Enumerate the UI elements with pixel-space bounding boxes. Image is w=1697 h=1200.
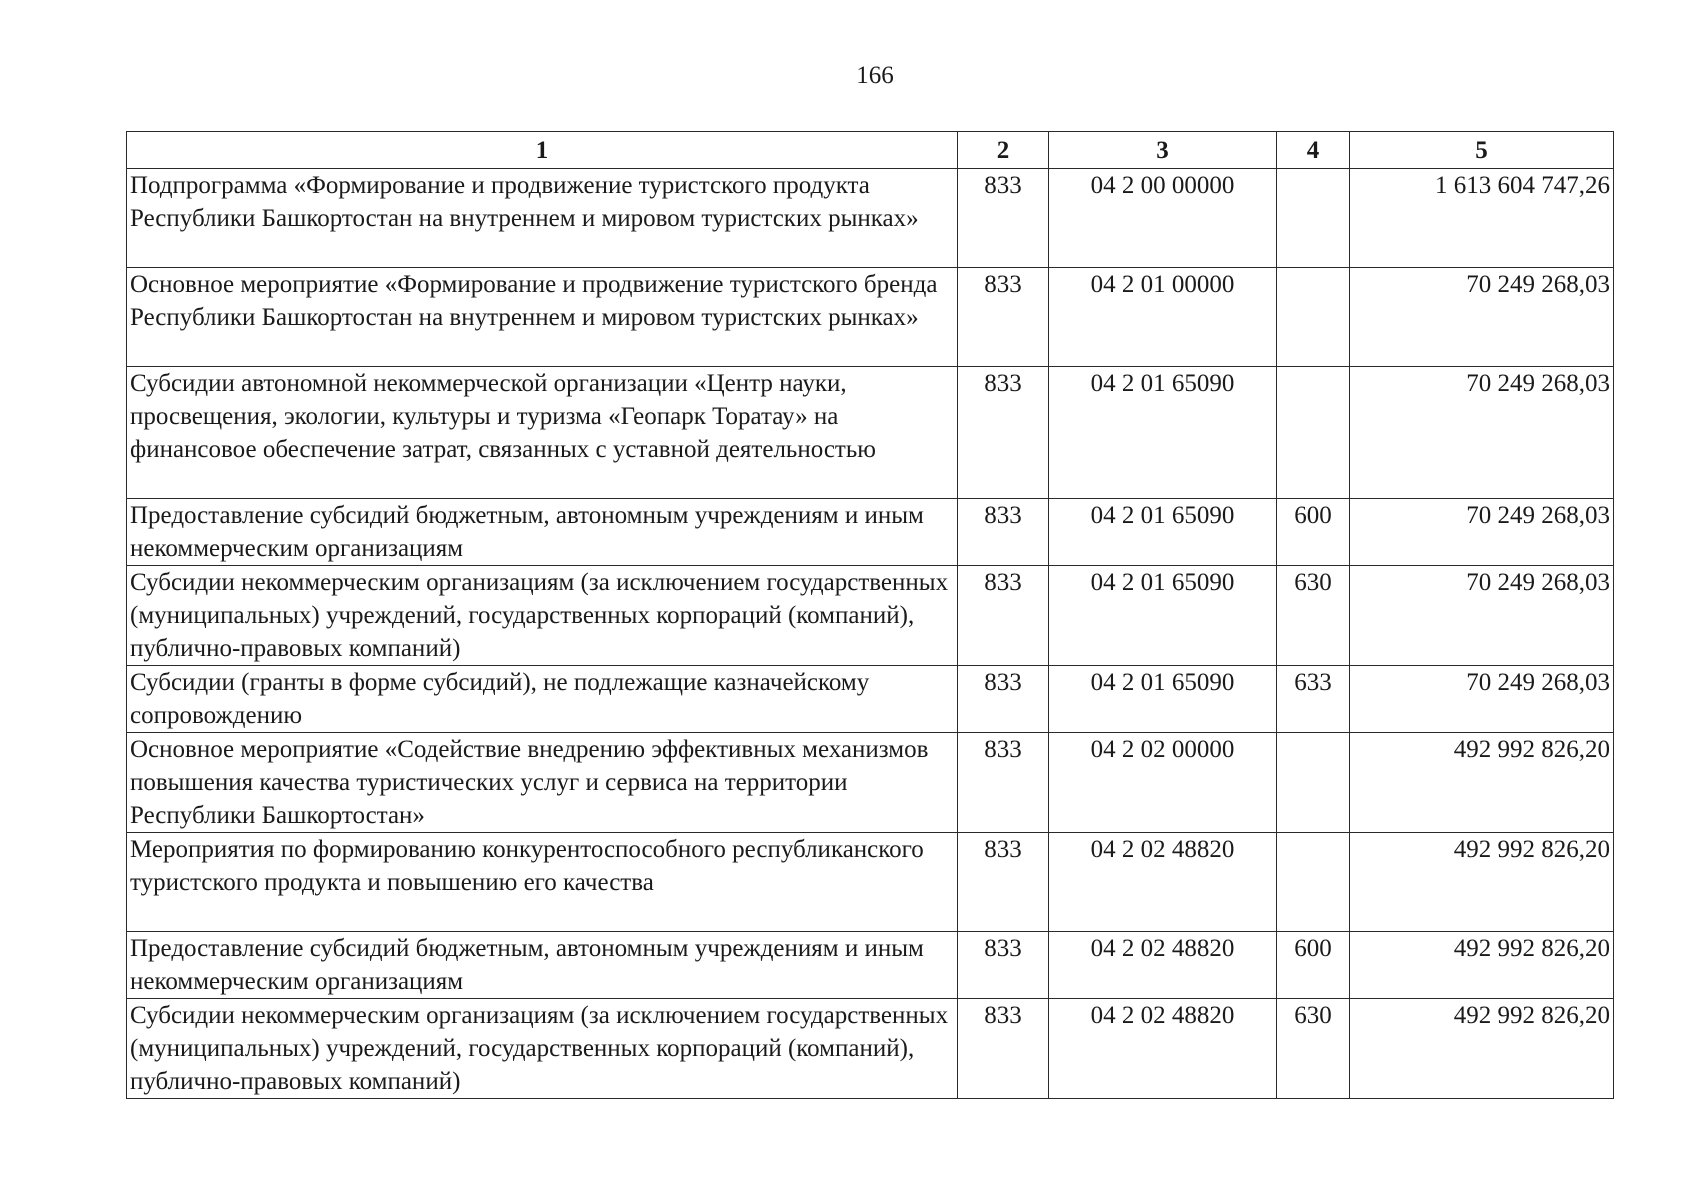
row-code: 04 2 01 65090: [1049, 499, 1277, 566]
row-ministry: 833: [958, 268, 1049, 367]
column-header-code: 3: [1049, 132, 1277, 169]
row-type: 630: [1277, 566, 1350, 666]
row-amount: 492 992 826,20: [1350, 733, 1614, 833]
table-row: [127, 268, 1614, 367]
table-row: [127, 733, 1614, 833]
row-ministry: 833: [958, 499, 1049, 566]
row-amount: 492 992 826,20: [1350, 932, 1614, 999]
row-amount: 70 249 268,03: [1350, 499, 1614, 566]
row-name: Мероприятия по формированию конкурентоспособного республиканского туристского продукта и повышению его качества: [127, 833, 958, 932]
row-code: 04 2 01 65090: [1049, 666, 1277, 733]
table-row: [127, 499, 1614, 566]
row-type: [1277, 833, 1350, 932]
row-type: [1277, 367, 1350, 499]
row-name: Основное мероприятие «Содействие внедрению эффективных механизмов повышения качества туристических услуг и сервиса на территории Республики Башкортостан»: [127, 733, 958, 833]
table-row: [127, 932, 1614, 999]
row-code: 04 2 02 48820: [1049, 999, 1277, 1099]
row-ministry: 833: [958, 666, 1049, 733]
row-code: 04 2 00 00000: [1049, 169, 1277, 268]
row-name: Предоставление субсидий бюджетным, автономным учреждениям и иным некоммерческим организациям: [127, 499, 958, 566]
row-name: Субсидии автономной некоммерческой организации «Центр науки, просвещения, экологии, культуры и туризма «Геопарк Торатау» на финансовое обеспечение затрат, связанных с уставной деятельностью: [127, 367, 958, 499]
row-amount: 492 992 826,20: [1350, 999, 1614, 1099]
row-name: Основное мероприятие «Формирование и продвижение туристского бренда Республики Башкортостан на внутреннем и мировом туристских рынках»: [127, 268, 958, 367]
table-row: [127, 367, 1614, 499]
row-code: 04 2 02 48820: [1049, 932, 1277, 999]
row-code: 04 2 01 00000: [1049, 268, 1277, 367]
table-row: [127, 566, 1614, 666]
row-type: 600: [1277, 499, 1350, 566]
column-header-amount: 5: [1350, 132, 1614, 169]
row-type: 630: [1277, 999, 1350, 1099]
row-ministry: 833: [958, 733, 1049, 833]
row-name: Предоставление субсидий бюджетным, автономным учреждениям и иным некоммерческим организациям: [127, 932, 958, 999]
column-header-name: 1: [127, 132, 958, 169]
row-name: Субсидии некоммерческим организациям (за исключением государственных (муниципальных) учреждений, государственных корпораций (компаний), публично-правовых компаний): [127, 999, 958, 1099]
row-type: [1277, 268, 1350, 367]
row-code: 04 2 02 00000: [1049, 733, 1277, 833]
row-type: [1277, 733, 1350, 833]
row-ministry: 833: [958, 566, 1049, 666]
row-code: 04 2 02 48820: [1049, 833, 1277, 932]
row-amount: 70 249 268,03: [1350, 268, 1614, 367]
table-row: [127, 833, 1614, 932]
page-number: 166: [856, 62, 894, 89]
row-type: [1277, 169, 1350, 268]
row-amount: 492 992 826,20: [1350, 833, 1614, 932]
row-amount: 70 249 268,03: [1350, 367, 1614, 499]
table-header-row: [127, 132, 1614, 169]
row-ministry: 833: [958, 999, 1049, 1099]
row-ministry: 833: [958, 833, 1049, 932]
row-amount: 1 613 604 747,26: [1350, 169, 1614, 268]
table-row: [127, 169, 1614, 268]
budget-table: [126, 131, 1614, 1099]
row-code: 04 2 01 65090: [1049, 566, 1277, 666]
table-row: [127, 999, 1614, 1099]
row-type: 633: [1277, 666, 1350, 733]
row-amount: 70 249 268,03: [1350, 566, 1614, 666]
row-name: Субсидии (гранты в форме субсидий), не подлежащие казначейскому сопровождению: [127, 666, 958, 733]
row-ministry: 833: [958, 367, 1049, 499]
row-name: Субсидии некоммерческим организациям (за исключением государственных (муниципальных) учреждений, государственных корпораций (компаний), публично-правовых компаний): [127, 566, 958, 666]
row-code: 04 2 01 65090: [1049, 367, 1277, 499]
row-amount: 70 249 268,03: [1350, 666, 1614, 733]
row-type: 600: [1277, 932, 1350, 999]
table-row: [127, 666, 1614, 733]
row-ministry: 833: [958, 932, 1049, 999]
row-name: Подпрограмма «Формирование и продвижение туристского продукта Республики Башкортостан на внутреннем и мировом туристских рынках»: [127, 169, 958, 268]
row-ministry: 833: [958, 169, 1049, 268]
column-header-type: 4: [1277, 132, 1350, 169]
column-header-ministry: 2: [958, 132, 1049, 169]
